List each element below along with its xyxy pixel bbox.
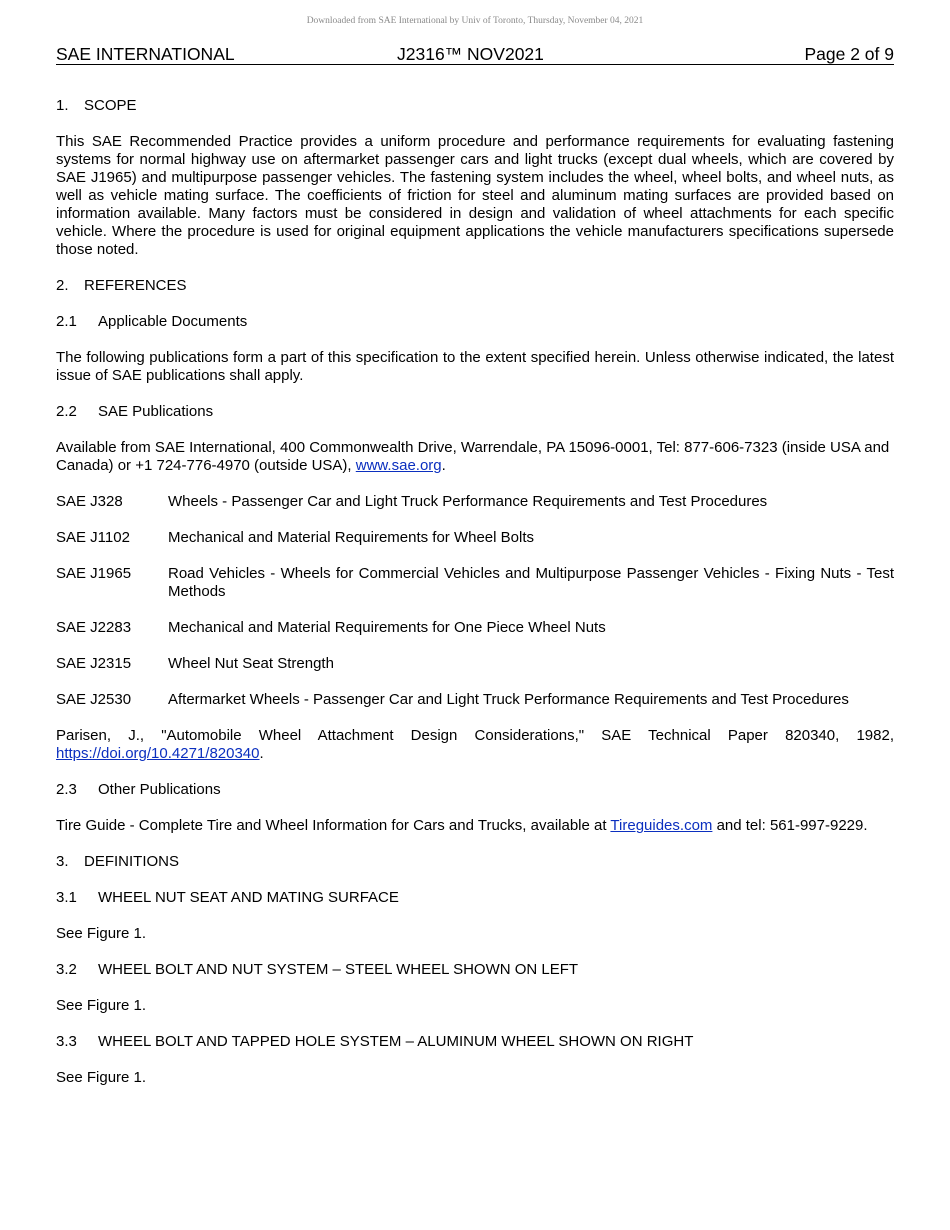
document-body	[56, 97, 894, 1105]
section-title: REFERENCES	[84, 277, 187, 294]
subsection-heading-applicable-documents	[56, 313, 894, 331]
definition-heading	[56, 889, 894, 907]
subsection-heading-sae-publications	[56, 403, 894, 421]
subsection-title: WHEEL BOLT AND NUT SYSTEM – STEEL WHEEL SHOWN ON LEFT	[98, 961, 579, 978]
subsection-number: 2.1	[56, 313, 77, 330]
subsection-title: WHEEL BOLT AND TAPPED HOLE SYSTEM – ALUMINUM WHEEL SHOWN ON RIGHT	[98, 1033, 694, 1050]
header-page-number: Page 2 of 9	[804, 44, 894, 64]
scope-paragraph: This SAE Recommended Practice provides a uniform procedure and performance requirements for evaluating fastening systems for normal highway use on aftermarket passenger cars and light trucks (except dual wheels, which are covered by SAE J1965) and multipurpose passenger vehicles. The fastening system includes the wheel, wheel bolts, and wheel nuts, as well as vehicle mating surface. The coefficients of friction for steel and aluminum mating surfaces are provided based on information available. Many factors must be considered in design and validation of wheel attachments for each specific vehicle. Where the procedure is used for original equipment applications the vehicle manufacturers specifications supersede those noted.	[56, 133, 894, 258]
sae-website-link[interactable]: www.sae.org	[355, 457, 442, 474]
header-document-id: J2316™ NOV2021	[397, 44, 544, 64]
reference-code: SAE J1965	[56, 565, 132, 582]
tire-guide-end: and tel: 561-997-9229.	[712, 817, 868, 834]
reference-code: SAE J2283	[56, 619, 132, 636]
reference-title: Road Vehicles - Wheels for Commercial Vehicles and Multipurpose Passenger Vehicles - Fixing Nuts - Test Methods	[168, 565, 894, 600]
subsection-title: Other Publications	[98, 781, 221, 798]
reference-item	[56, 493, 894, 511]
subsection-number: 2.3	[56, 781, 77, 798]
section-heading-scope	[56, 97, 894, 115]
subsection-title: SAE Publications	[98, 403, 214, 420]
reference-item	[56, 655, 894, 673]
subsection-title: WHEEL NUT SEAT AND MATING SURFACE	[98, 889, 399, 906]
availability-end: .	[441, 457, 446, 474]
reference-item	[56, 691, 894, 709]
reference-title: Mechanical and Material Requirements for One Piece Wheel Nuts	[168, 619, 606, 636]
section-title: DEFINITIONS	[84, 853, 180, 870]
download-watermark: Downloaded from SAE International by Univ of Toronto, Thursday, November 04, 2021	[306, 16, 644, 26]
reference-title: Mechanical and Material Requirements for Wheel Bolts	[168, 529, 534, 546]
definition-heading	[56, 961, 894, 979]
reference-code: SAE J2530	[56, 691, 132, 708]
subsection-number: 2.2	[56, 403, 77, 420]
reference-title: Wheel Nut Seat Strength	[168, 655, 334, 672]
sae-availability-paragraph	[56, 439, 894, 475]
definition-body: See Figure 1.	[56, 997, 147, 1014]
reference-title: Aftermarket Wheels - Passenger Car and Light Truck Performance Requirements and Test Procedures	[168, 691, 849, 708]
availability-text: Available from SAE International, 400 Commonwealth Drive, Warrendale, PA 15096-0001, Tel: 877-606-7323 (inside USA and Canada) or +1 724-776-4970 (outside USA),	[56, 439, 890, 474]
reference-code: SAE J328	[56, 493, 123, 510]
doi-link[interactable]: https://doi.org/10.4271/820340	[56, 745, 260, 762]
tire-guide-text: Tire Guide - Complete Tire and Wheel Information for Cars and Trucks, available at	[56, 817, 611, 834]
parisen-reference-end: .	[259, 745, 264, 762]
subsection-number: 3.3	[56, 1033, 77, 1050]
applicable-documents-paragraph: The following publications form a part of this specification to the extent specified herein. Unless otherwise indicated, the latest issue of SAE publications shall apply.	[56, 349, 894, 384]
section-heading-definitions	[56, 853, 894, 871]
reference-code: SAE J2315	[56, 655, 132, 672]
reference-item	[56, 529, 894, 547]
reference-title: Wheels - Passenger Car and Light Truck Performance Requirements and Test Procedures	[168, 493, 768, 510]
parisen-reference-text: Parisen, J., "Automobile Wheel Attachment Design Considerations," SAE Technical Paper 820340, 1982,	[56, 727, 894, 744]
tireguides-link[interactable]: Tireguides.com	[610, 817, 713, 834]
reference-item	[56, 565, 894, 601]
definition-body: See Figure 1.	[56, 925, 147, 942]
section-number: 3.	[56, 853, 69, 870]
tire-guide-paragraph	[56, 817, 894, 835]
subsection-heading-other-publications	[56, 781, 894, 799]
parisen-reference-paragraph	[56, 727, 894, 763]
reference-code: SAE J1102	[56, 529, 130, 546]
subsection-number: 3.1	[56, 889, 77, 906]
header-publisher: SAE INTERNATIONAL	[56, 44, 235, 64]
subsection-title: Applicable Documents	[98, 313, 248, 330]
definition-heading	[56, 1033, 894, 1051]
page-header	[56, 44, 894, 65]
section-number: 1.	[56, 97, 69, 114]
subsection-number: 3.2	[56, 961, 77, 978]
section-number: 2.	[56, 277, 69, 294]
reference-item	[56, 619, 894, 637]
section-title: SCOPE	[84, 97, 137, 114]
definition-body: See Figure 1.	[56, 1069, 147, 1086]
section-heading-references	[56, 277, 894, 295]
